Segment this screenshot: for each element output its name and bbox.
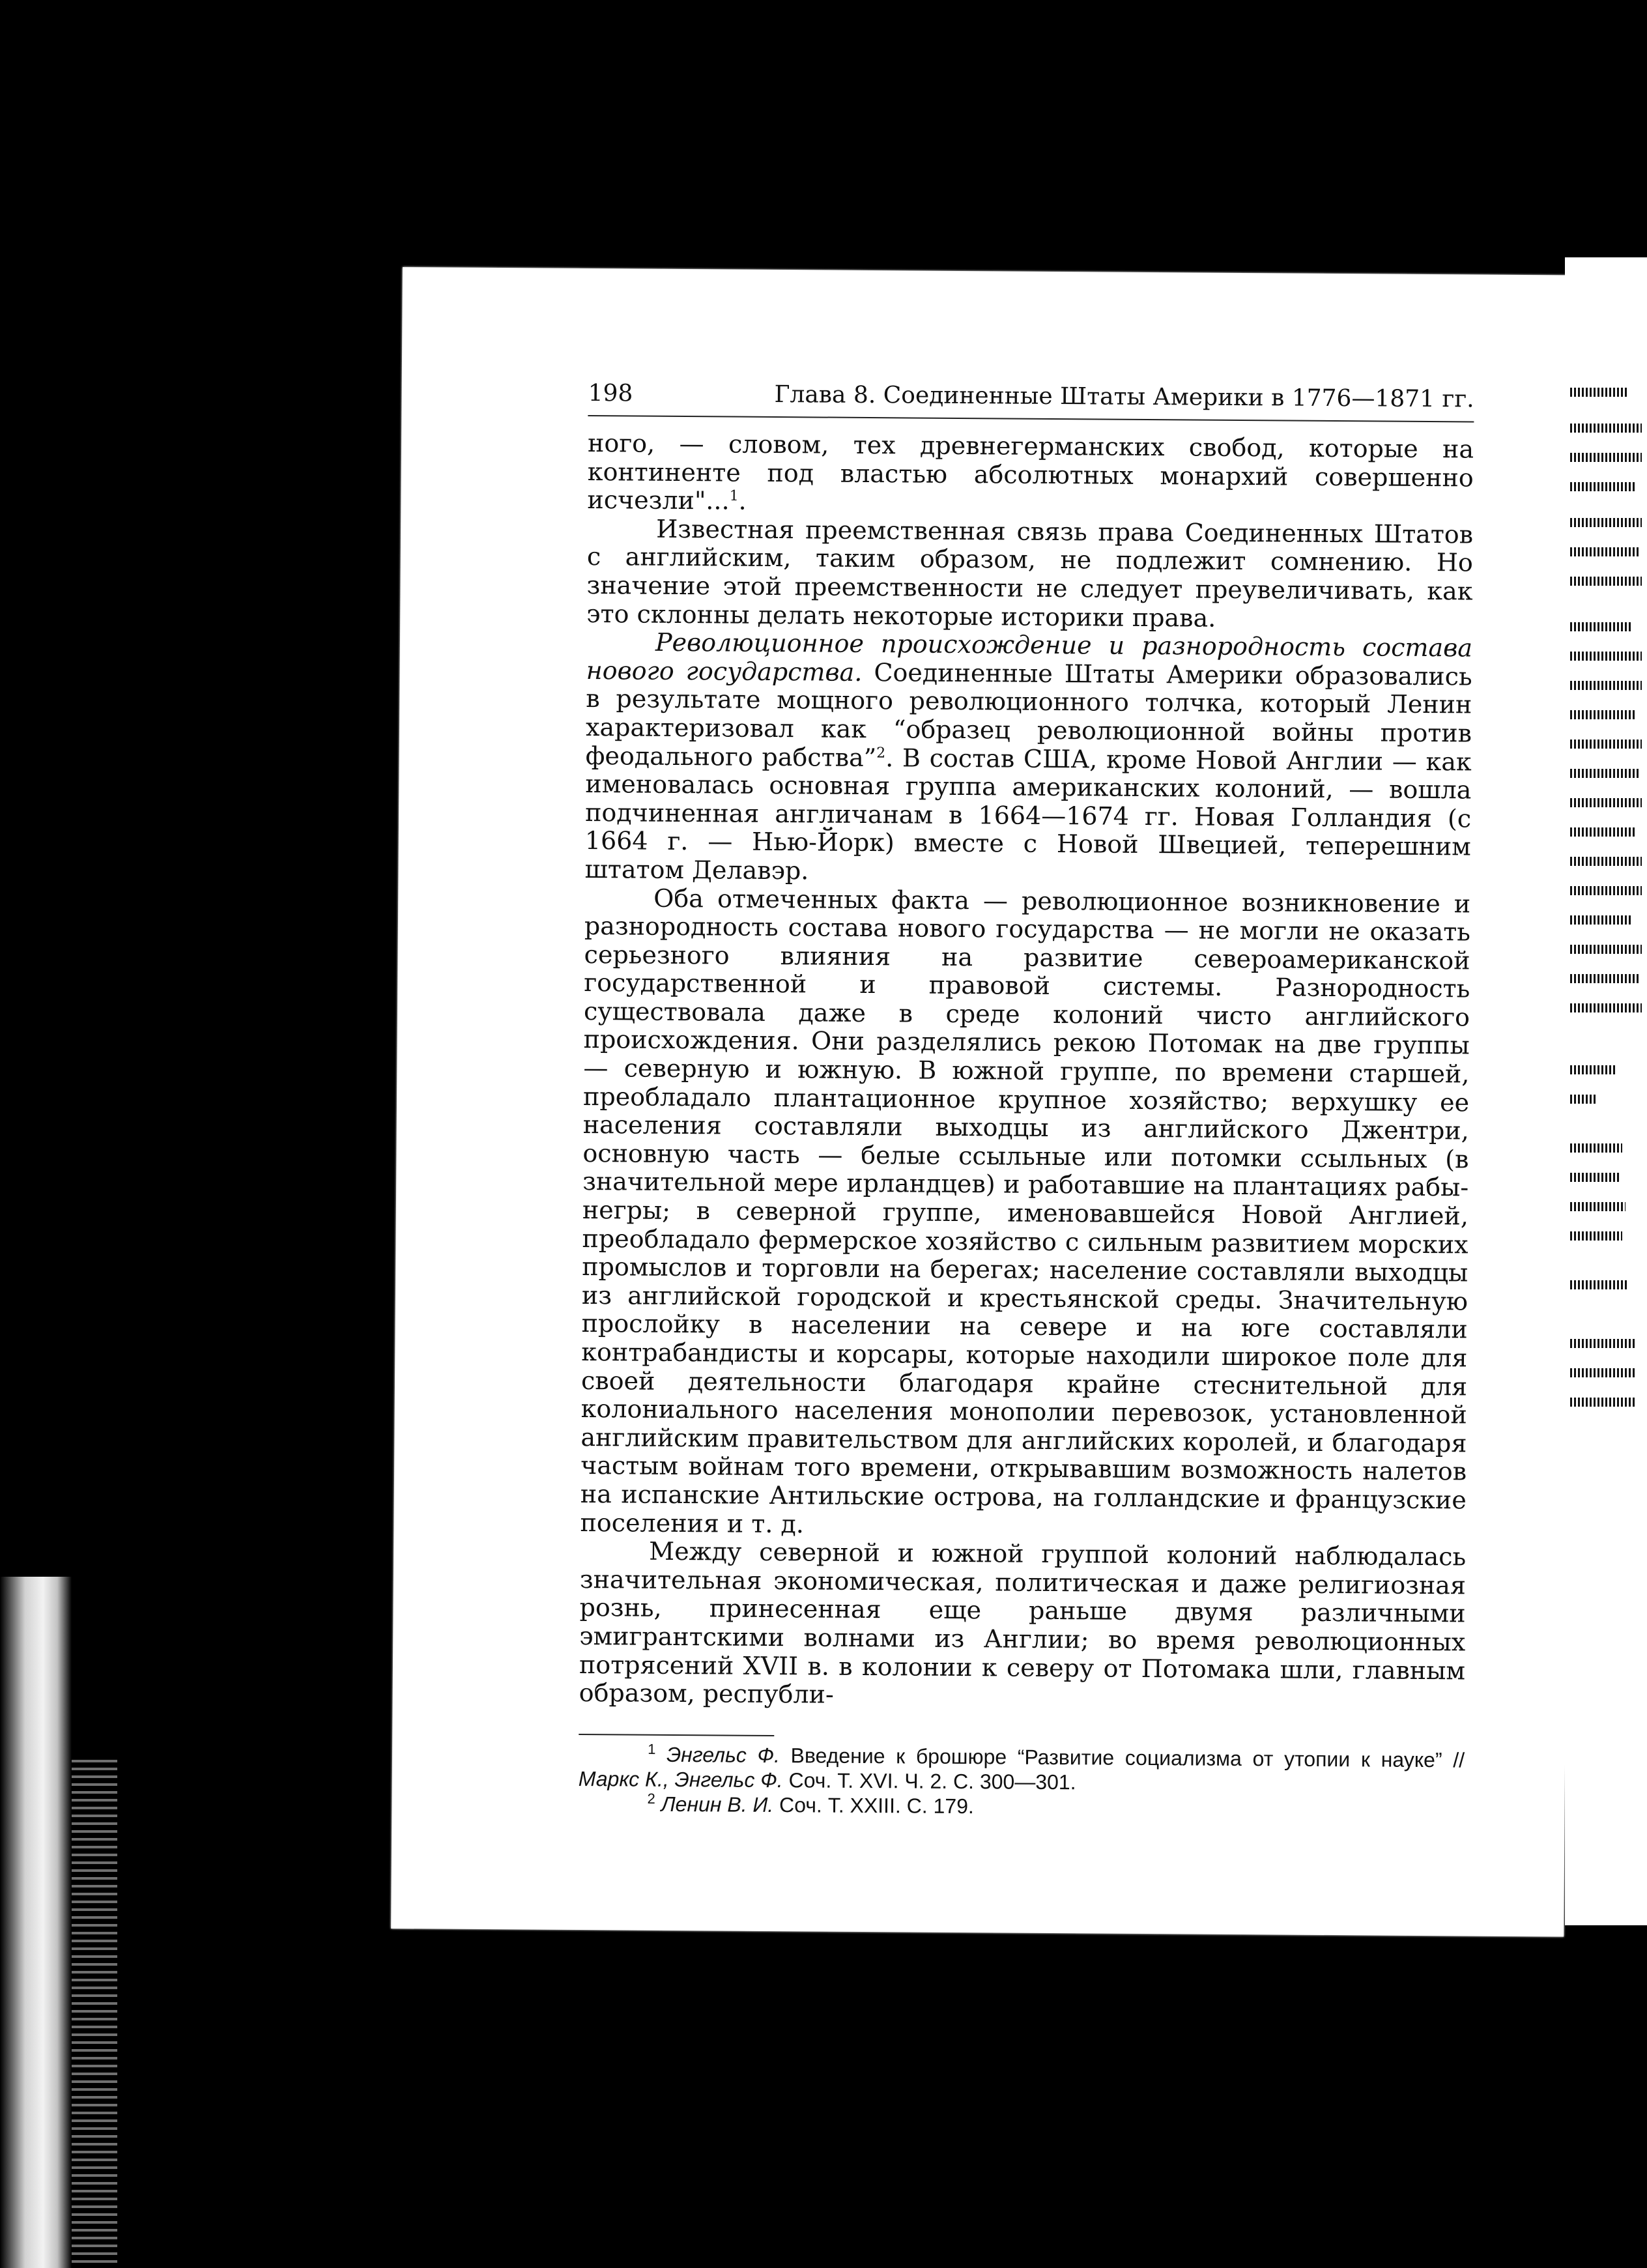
bleed-text-line	[1570, 423, 1642, 433]
section-lead-italic: Революционное происхождение и разнородность состава нового государства.	[586, 627, 1473, 687]
bleed-text-line	[1570, 652, 1642, 661]
bleed-text-line	[1570, 1173, 1619, 1182]
bleed-text-line	[1570, 1339, 1635, 1348]
book-page	[391, 267, 1575, 1937]
bleed-text-line	[1570, 1065, 1616, 1074]
bleed-text-line	[1570, 857, 1642, 866]
paragraph-2: Известная преемственная связь права Соединенных Штатов с английским, таким образом, не подлежит сомнению. Но значение этой преемственности не следует преувеличивать, как это склонны делать некоторые историки права.	[586, 514, 1474, 633]
bleed-text-line	[1570, 1280, 1629, 1289]
bleed-text-line	[1570, 1202, 1626, 1211]
paragraph-5: Между северной и южной группой колоний наблюдалась значительная экономическая, политическая и даже религиозная рознь, принесенная еще раньше двумя различными эмигрантскими волнами из Англии; во время революционных потрясений XVII в. в колонии к северу от Потомака шли, главным образом, республи-	[579, 1536, 1467, 1709]
chapter-title: Глава 8. Соединенные Штаты Америки в 1776—1871 гг.	[774, 380, 1474, 413]
bleed-text-line	[1570, 1368, 1635, 1377]
page-content	[578, 376, 1474, 1822]
body-text	[579, 429, 1474, 1714]
bleed-text-line	[1570, 518, 1642, 527]
bleed-text-line	[1570, 1003, 1642, 1012]
scan-edge-artifact-texture	[72, 1759, 117, 2268]
bleed-text-line	[1570, 1095, 1596, 1104]
bleed-text-line	[1570, 827, 1635, 837]
running-head	[588, 376, 1474, 422]
bleed-text-line	[1570, 974, 1639, 983]
bleed-text-line	[1570, 453, 1642, 462]
bleed-text-line	[1570, 1231, 1622, 1241]
bleed-text-line	[1570, 1143, 1622, 1153]
footnotes	[578, 1742, 1465, 1822]
adjacent-page-edge	[1565, 257, 1647, 1925]
bleed-text-line	[1570, 388, 1629, 397]
bleed-text-line	[1570, 945, 1642, 954]
bleed-text-line	[1570, 710, 1635, 719]
bleed-text-line	[1570, 769, 1639, 778]
paragraph-1: ного, — словом, тех древнегерманских свобод, которые на континенте под властью абсолютных монархий совершенно исчезли"...$^1$.	[587, 428, 1474, 515]
bleed-text-line	[1570, 1398, 1635, 1407]
footnote-2: $^2$ Ленин В. И. Соч. Т. XXIII. С. 179.	[647, 1790, 974, 1818]
note-ref-1: 1	[729, 488, 739, 505]
bleed-text-line	[1570, 915, 1632, 925]
footnote-rule	[579, 1734, 774, 1736]
bleed-text-line	[1570, 482, 1635, 491]
bleed-text-line	[1570, 739, 1642, 749]
bleed-text-line	[1570, 577, 1642, 586]
footnote-1: $^1$ Энгельс Ф. Введение к брошюре “Развитие социализма от утопии к науке” // Маркс К., Энгельс Ф. Соч. Т. XVI. Ч. 2. С. 300—301.	[578, 1740, 1465, 1794]
bleed-text-line	[1570, 547, 1639, 556]
bleed-text-line	[1570, 681, 1642, 690]
paragraph-3: Революционное происхождение и разнородность состава нового государства. Соединенные Штаты Америки образовались в результате мощного революционного толчка, который Ленин характеризовал как “образец революционной войны против феодального рабства”$^2$. В состав США, кроме Новой Англии — как именовалась основная группа американских колоний, — вошла подчиненная англичанам в 1664—1674 гг. Новая Голландия (с 1664 г. — Нью-Йорк) вместе с Новой Швецией, теперешним штатом Делавэр.	[584, 627, 1473, 885]
note-ref-2: 2	[876, 744, 886, 762]
page-number: 198	[588, 379, 633, 407]
bleed-text-line	[1570, 886, 1642, 895]
scan-edge-artifact	[0, 1577, 72, 2268]
bleed-text-line	[1570, 798, 1642, 807]
bleed-text-line	[1570, 622, 1632, 631]
paragraph-4: Оба отмеченных факта — революционное возникновение и разнородность состава нового государства — не могли не оказать серьезного влияния на развитие североамериканской государственной и правовой системы. Разнородность существовала даже в среде колоний чисто английского происхождения. Они разделялись рекою Потомак на две группы — северную и южную. В южной группе, по времени старшей, преобладало плантационное крупное хозяйство; верхушку ее населения составляли выходцы из английского Джентри, основную часть — белые ссыльные или потомки ссыльных (в значительной мере ирландцев) и работавшие на плантациях рабы-негры; в северной группе, именовавшейся Новой Англией, преобладало фермерское хозяйство с сильным развитием морских промыслов и торговли на берегах; население составляли выходцы из английской городской и крестьянской среды. Значительную прослойку в населении на севере и на юге составляли контрабандисты и корсары, которые находили широкое поле для своей деятельности благодаря крайне стеснительной для колониального населения монополии перевозок, установленной английским правительством для английских королей, и благодаря частым войнам того времени, открывавшим возможность налетов на испанские Антильские острова, на голландские и французские поселения и т. д.	[580, 883, 1471, 1538]
